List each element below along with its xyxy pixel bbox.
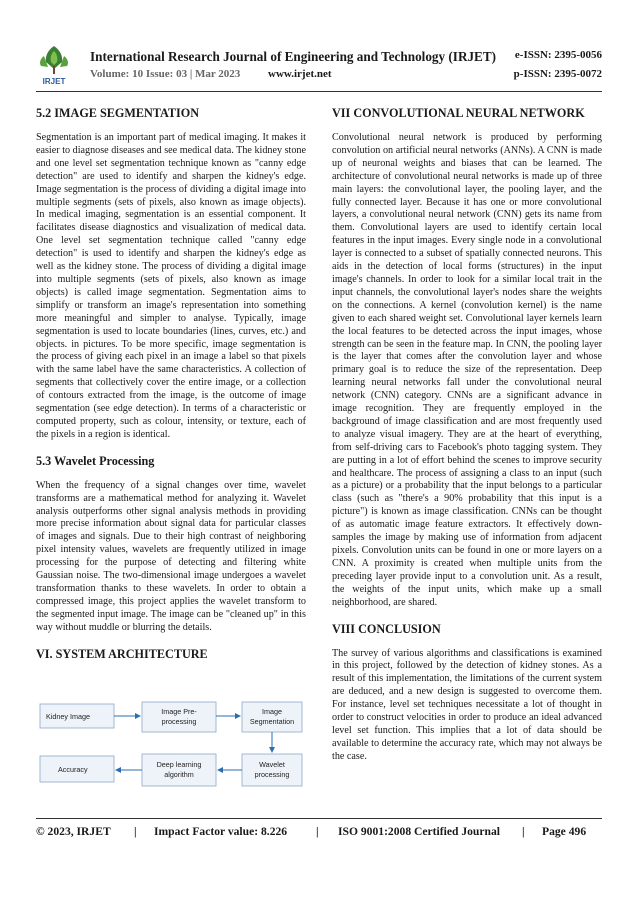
box-accuracy [40,756,114,782]
e-issn: e-ISSN: 2395-0056 [514,49,602,61]
svg-text:processing: processing [254,770,290,779]
section-8-body: The survey of various algorithms and classifications is examined in this project, followed by the detection of kidney stones. As a result of this implementation, the limitations of the current system are deduced, and a new design is suggested to overcome them. For instance, level set techniques necessitate a lot of thought in order to construct velocities in order to produce an ideal advanced level set function. This implies that a lot of data should be available to determine the accuracy rate, which may not always be the case. [332,647,602,762]
footer-copyright: © 2023, IRJET [36,825,111,838]
section-5-2-heading: 5.2 IMAGE SEGMENTATION [36,106,200,120]
svg-text:Wavelet: Wavelet [259,760,285,769]
p-issn: p-ISSN: 2395-0072 [513,68,602,80]
box-wavelet-processing [242,754,302,786]
footer-divider [36,818,602,819]
footer-sep-1: | [134,825,137,838]
box-image-segmentation [242,702,302,732]
svg-text:Image: Image [262,707,282,716]
box-deep-learning [142,754,216,786]
header-divider [36,91,602,92]
journal-title: International Research Journal of Engineering and Technology (IRJET) [90,49,497,64]
section-5-3-heading: 5.3 Wavelet Processing [36,453,155,468]
right-column [332,106,602,764]
journal-header [36,42,602,88]
section-7-heading: VII CONVOLUTIONAL NEURAL NETWORK [332,106,585,120]
section-5-2-body: Segmentation is an important part of medical imaging. It makes it easier to diagnose diseases and see medical data. The kidney stone and one level set segmentation technique known as "canny edge detection" are used to identify and sharpen the kidney's edge. Image segmentation is the process of dividing a digital image into multiple segments (sets of pixels, also known as image objects). In medical imaging, segmentation is an essential component. It facilitates disease diagnostics and visualization of medical data. One level set segmentation technique called "canny edge detection" is used to identify and sharpen the kidney's edge as well as the kidney stone. The process of dividing a digital image into multiple segments (sets of pixels, also known as image objects) is called image segmentation. Segmentation aims to simplify or transform an image's representation into something more meaningful and simpler to analyse. Typically, image segmentation is used to locate boundaries (lines, curves, etc.) and objects. in pictures. To be more specific, image segmentation is the process of giving each pixel in an image a label so that pixels with the same label have the same characteristics. A collection of segments that collectively cover the entire image, or a collection of contours extracted from the image, is the outcome of image segmentation (see edge detection). In terms of a characteristic or computed property, such as colour, intensity, or texture, each of the pixels in a region is identical. [36,132,306,440]
section-8-heading: VIII CONCLUSION [332,621,441,636]
footer-page-number: Page 496 [542,825,587,838]
footer-sep-2: | [316,825,319,838]
svg-text:Segmentation: Segmentation [249,717,295,726]
volume-issue: Volume: 10 Issue: 03 | Mar 2023 [90,68,241,80]
footer-iso: ISO 9001:2008 Certified Journal [338,825,500,838]
svg-text:Kidney Image: Kidney Image [46,712,90,721]
system-architecture-diagram [36,700,306,798]
box-image-preprocessing [142,702,216,732]
footer-impact-factor: Impact Factor value: 8.226 [154,825,288,838]
svg-text:algorithm: algorithm [164,770,194,779]
section-7-body: Convolutional neural network is produced by performing convolution on artificial neural networks (ANNs). A CNN is made up of neuronal weights and biases that can be learned. The architecture of convolutional neural networks is made up of three main layers: the convolutional layer, the pooling layer, and the fully connected layer. Because it has one or more convolutional layers, a convolutional neural network (CNN) gets its name from them. Convolutional layers are used to identify certain local features in the input images. Every single node in a convolutional layer is connected to a subset of spatially connected neurons. This aids in the detection of local forms (structures) in the input image's channels. In order to look for a similar local trait in the input channels, the convolutional layer's nodes share the weights on the connections. A kernel (convolution kernel) is the name given to each shared weight set. Convolutional layer kernels learn the local features to be detected across the input images, whose strength can be seen in the feature map. In CNN, the pooling layer is the layer that comes after the convolution layer and whose primary goal is to reduce the size of the representation. Deep learning neural networks fall under the convolutional neural network (CNN) category. CNNs are a significant advance in image recognition. They are frequently employed in the background of image classification and are most frequently used to analyze visual imagery. They are at the heart of everything, from self-driving cars to Facebook's photo tagging system. They are putting in a lot of effort behind the scenes to improve security and healthcare. The process of assigning a class to an input (such as a picture) or a probability that the input belongs to a particular class (such as "there's a 90% probability that this input is a picture") is known as image classification. CNNs can be thought of as automatic image feature extractors. It effectively down-samples the image by making use of information from adjacent pixels. Convolution units can be found in one or more layers on a CNN. A proximity is created when multiple units from the preceding layer provide input to a convolution unit. As a result, the weights of the input units, which make up a small neighborhood, are shared. [332,132,602,608]
svg-text:processing: processing [161,717,197,726]
svg-text:Accuracy: Accuracy [58,765,88,774]
box-kidney-image [40,704,114,728]
section-5-3-body: When the frequency of a signal changes over time, wavelet transforms are a mathematical method for analyzing it. Wavelet analysis outperforms other signal analysis methods in providing more precise information about signal data for particular classes of images and signals. Due to their high contrast of neighboring pixel intensity values, wavelets are frequently utilized in image processing for the purpose of detecting and filtering white Gaussian noise. The two-dimensional image undergoes a wavelet transformation thanks to these wavelets. In order to obtain a compressed image, this project applies the wavelet transform to the segmented input image. The image can be "cleaned up" in this way without muddle or blurring the details. [36,479,306,633]
section-6-heading: VI. SYSTEM ARCHITECTURE [36,646,208,661]
tree-logo-icon [36,42,72,86]
svg-text:Image Pre-: Image Pre- [161,707,197,716]
left-column [36,106,306,673]
svg-text:Deep learning: Deep learning [156,760,202,769]
logo-text: IRJET [42,77,66,86]
journal-website[interactable]: www.irjet.net [268,68,332,80]
footer-sep-3: | [522,825,525,838]
